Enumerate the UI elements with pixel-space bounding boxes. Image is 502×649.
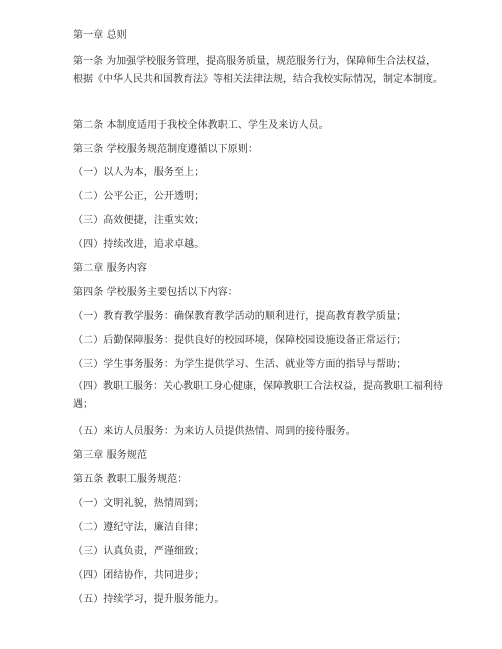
chapter-3-title: 第三章 服务规范 (73, 450, 147, 461)
principle-3: （三）高效便捷，注重实效； (73, 215, 205, 226)
service-4: （四）教职工服务：关心教职工身心健康，保障教职工合法权益，提高教职工福利待遇； (73, 381, 443, 410)
norm-2: （二）遵纪守法，廉洁自律； (73, 522, 205, 533)
principle-1: （一）以人为本，服务至上； (73, 167, 205, 178)
article-4: 第四条 学校服务主要包括以下内容： (73, 287, 238, 298)
article-2: 第二条 本制度适用于我校全体教职工、学生及来访人员。 (73, 120, 329, 131)
norm-4: （四）团结协作，共同进步； (73, 570, 205, 581)
service-2: （二）后勤保障服务：提供良好的校园环境，保障校园设施设备正常运行； (73, 335, 407, 346)
principle-4: （四）持续改进，追求卓越。 (73, 239, 205, 250)
chapter-2-title: 第二章 服务内容 (73, 263, 147, 274)
article-5: 第五条 教职工服务规范： (73, 474, 188, 485)
article-1: 第一条 为加强学校服务管理，提高服务质量，规范服务行为，保障师生合法权益，根据《中华人民共和国教育法》等相关法律法规，结合我校实际情况，制定本制度。 (73, 56, 443, 85)
norm-1: （一）文明礼貌，热情周到； (73, 498, 205, 509)
norm-3: （三）认真负责，严谨细致； (73, 546, 205, 557)
principle-2: （二）公平公正，公开透明； (73, 191, 205, 202)
norm-5: （五）持续学习，提升服务能力。 (73, 594, 225, 605)
chapter-1-title: 第一章 总则 (73, 30, 127, 41)
service-1: （一）教育教学服务：确保教育教学活动的顺利进行，提高教育教学质量； (73, 311, 407, 322)
service-5: （五）来访人员服务：为来访人员提供热情、周到的接待服务。 (73, 426, 356, 437)
service-3: （三）学生事务服务：为学生提供学习、生活、就业等方面的指导与帮助； (73, 359, 407, 370)
article-3: 第三条 学校服务规范制度遵循以下原则： (73, 144, 259, 155)
